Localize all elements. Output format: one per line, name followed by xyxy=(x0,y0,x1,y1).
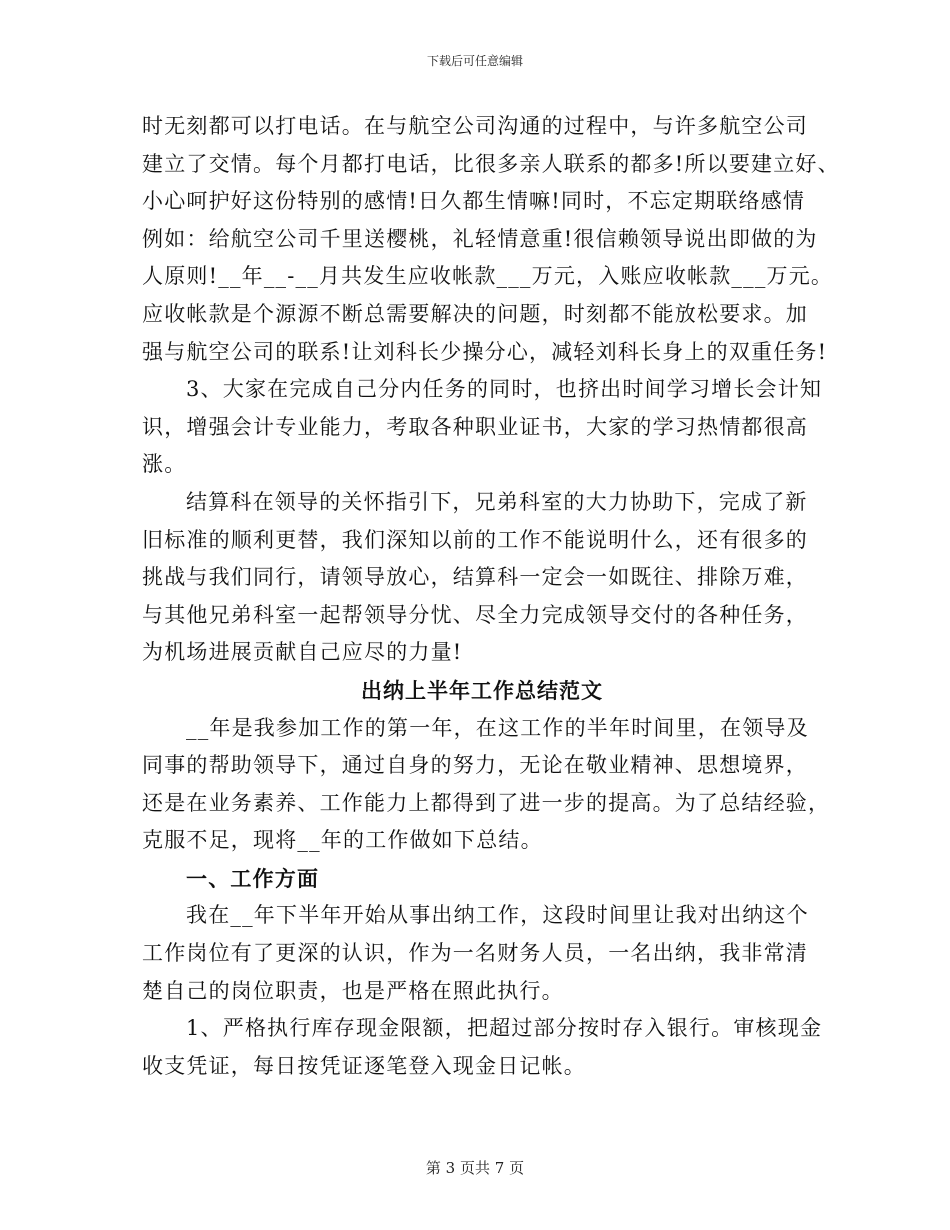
page-number-footer: 第 3 页共 7 页 xyxy=(425,1159,525,1177)
body-line: 时无刻都可以打电话。在与航空公司沟通的过程中，与许多航空公司 xyxy=(142,114,808,138)
body-line: 挑战与我们同行，请领导放心，结算科一定会一如既往、排除万难， xyxy=(142,565,808,590)
body-line: 人原则!__年__-__月共发生应收帐款___万元，入账应收帐款___万元。 xyxy=(142,264,834,289)
section-title: 出纳上半年工作总结范文 xyxy=(361,677,603,703)
body-line: 与其他兄弟科室一起帮领导分忧、尽全力完成领导交付的各种任务， xyxy=(142,602,808,627)
body-line: 应收帐款是个源源不断总需要解决的问题，时刻都不能放松要求。加 xyxy=(142,301,808,326)
body-line: 克服不足，现将__年的工作做如下总结。 xyxy=(142,828,543,853)
body-line: 小心呵护好这份特别的感情!日久都生情嘛!同时，不忘定期联络感情 xyxy=(142,189,806,214)
body-line: 同事的帮助领导下，通过自身的努力，无论在敬业精神、思想境界， xyxy=(142,753,808,778)
body-line: 工作岗位有了更深的认识，作为一名财务人员，一名出纳，我非常清 xyxy=(142,941,808,966)
body-line: 例如：给航空公司千里送樱桃，礼轻情意重!很信赖领导说出即做的为 xyxy=(142,226,818,251)
body-line: 涨。 xyxy=(142,452,187,477)
paragraph-start-line: 结算科在领导的关怀指引下，兄弟科室的大力协助下，完成了新 xyxy=(186,489,808,514)
paragraph-start-line: 我在__年下半年开始从事出纳工作，这段时间里让我对出纳这个 xyxy=(186,903,809,928)
body-line: 楚自己的岗位职责，也是严格在照此执行。 xyxy=(142,978,564,1003)
paragraph-start-line: 3、大家在完成自己分内任务的同时，也挤出时间学习增长会计知 xyxy=(186,377,823,402)
body-line: 识，增强会计专业能力，考取各种职业证书，大家的学习热情都很高 xyxy=(142,414,808,439)
paragraph-start-line: __年是我参加工作的第一年，在这工作的半年时间里，在领导及 xyxy=(186,715,809,740)
page-header: 下载后可任意编辑 xyxy=(426,54,523,68)
body-line: 收支凭证，每日按凭证逐笔登入现金日记帐。 xyxy=(142,1053,586,1078)
body-line: 强与航空公司的联系!让刘科长少操分心，减轻刘科长身上的双重任务! xyxy=(142,339,828,364)
document-body xyxy=(142,108,840,1085)
body-line: 旧标准的顺利更替，我们深知以前的工作不能说明什么，还有很多的 xyxy=(142,527,808,552)
body-line: 为机场进展贡献自己应尽的力量! xyxy=(142,640,463,665)
paragraph-start-line: 1、严格执行库存现金限额，把超过部分按时存入银行。审核现金 xyxy=(186,1016,823,1041)
body-line: 建立了交情。每个月都打电话，比很多亲人联系的都多!所以要建立好、 xyxy=(142,151,840,176)
body-line: 还是在业务素养、工作能力上都得到了进一步的提高。为了总结经验， xyxy=(142,790,831,815)
section-heading: 一、工作方面 xyxy=(186,865,320,891)
